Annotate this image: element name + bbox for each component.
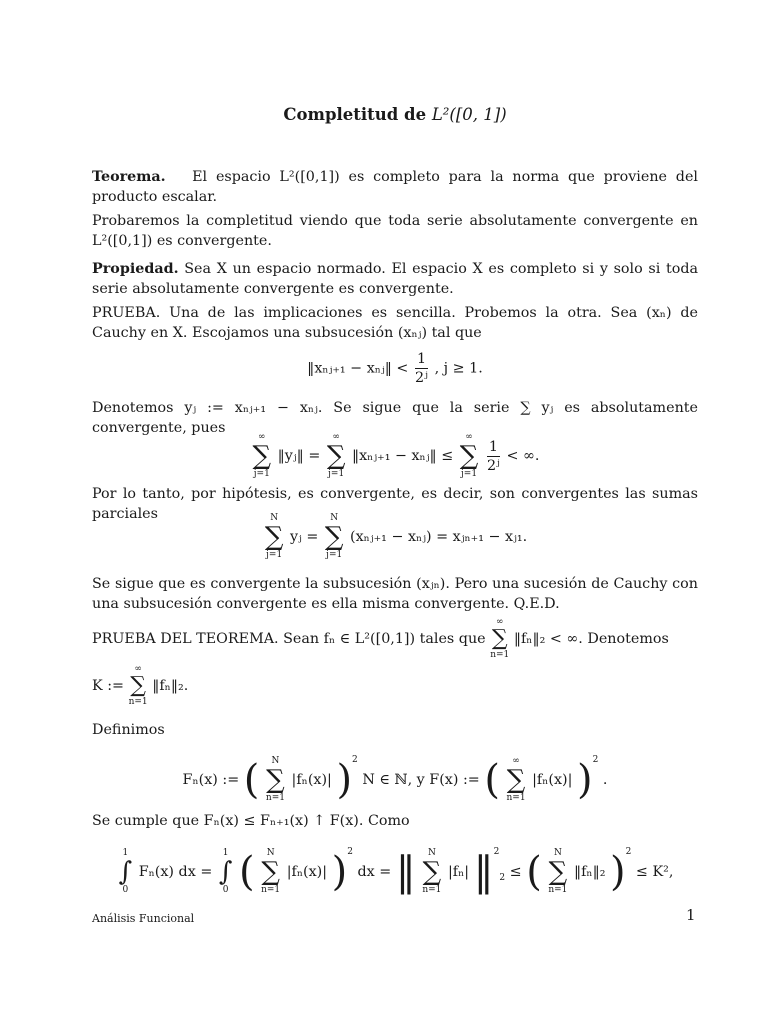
theorem-text: El espacio L²([0,1]) es completo para la norma que proviene del producto escalar.: [92, 169, 698, 205]
eq3-sum1-top: N: [270, 513, 279, 523]
eq4-sum2-top: ∞: [512, 756, 520, 766]
eq4-sum-2: ∞ ∑ n=1: [506, 756, 526, 803]
eq5-end: ≤ K²,: [635, 864, 674, 880]
eq4-mid: N ∈ ℕ, y F(x) :=: [362, 772, 480, 788]
eq5-sum2-bottom: n=1: [422, 885, 442, 895]
eq5-term4: |fₙ|: [447, 864, 470, 880]
eq5-term3: dx =: [357, 864, 392, 880]
secumple-para: [92, 811, 698, 831]
sesigue-para: [92, 574, 698, 614]
eq2-num: 1: [488, 438, 498, 455]
property: [92, 259, 698, 299]
eq2-term1: ‖yⱼ‖ =: [277, 448, 321, 464]
eq5-sub-2: 2: [499, 872, 506, 883]
eq5-int2-bottom: 0: [222, 885, 229, 895]
prueba-text: PRUEBA. Una de las implicaciones es sencilla. Probemos la otra. Sea (xₙ) de Cauchy en X. Escojamos una subsucesión (xₙⱼ) tal que: [92, 305, 698, 341]
eq4-sum-1: N ∑ n=1: [265, 756, 285, 803]
eq2-sum1-top: ∞: [258, 432, 266, 442]
eq3-sum1-bottom: j=1: [266, 550, 283, 560]
eq1-cond: , j ≥ 1.: [434, 360, 483, 377]
eq4-term: |fₙ(x)|: [291, 772, 332, 788]
eq3-sum2-top: N: [330, 513, 339, 523]
eq5-sum1-top: N: [266, 848, 275, 858]
eq4-term2: |fₙ(x)|: [532, 772, 573, 788]
eq2-sum3-top: ∞: [465, 432, 473, 442]
k-def-sum-top: ∞: [134, 664, 142, 674]
theorem: [92, 167, 698, 207]
equation-4: Fₙ(x) := ( N ∑ n=1 |fₙ(x)| )$^2$ N ∈ ℕ, y F(x) := ( ∞ ∑ n=1 |fₙ(x)| )$^2$ .: [182, 755, 608, 803]
eq2-sum-2: ∞ ∑ j=1: [326, 432, 346, 479]
eq5-exp-2: 2: [493, 847, 500, 857]
eq5-exp-1: 2: [347, 847, 353, 857]
eq5-sum3-top: N: [553, 848, 562, 858]
pt-sum-top: ∞: [495, 617, 504, 627]
eq4-exp-2: 2: [592, 755, 599, 765]
eq5-int1-top: 1: [122, 848, 129, 858]
eq3-term1: yⱼ =: [289, 529, 319, 545]
footer-course-name: Análisis Funcional: [92, 912, 195, 925]
eq1-num: 1: [416, 351, 427, 367]
sesigue-text: Se sigue que es convergente la subsucesión (xⱼₙ). Pero una sucesión de Cauchy con una subsucesión convergente es ella misma convergente. Q.E.D.: [92, 576, 698, 612]
eq1-den: 2ʲ: [415, 370, 428, 386]
title-text: Completitud de: [283, 105, 427, 124]
title-math: L²([0, 1]): [431, 105, 507, 124]
eq2-sum3-bottom: j=1: [460, 469, 478, 479]
eq5-sum-3: N ∑ n=1: [548, 848, 568, 895]
eq3-sum-2: N ∑ j=1: [324, 513, 344, 560]
eq5-integral-2: 1 ∫ 0: [218, 848, 233, 895]
porlotanto-text: Por lo tanto, por hipótesis, es convergente, es decir, son convergentes las sumas parciales: [92, 486, 698, 522]
eq5-sum2-top: N: [427, 848, 436, 858]
eq5-term5: ‖fₙ‖₂: [573, 864, 606, 880]
prueba-teorema-para: [92, 617, 698, 661]
eq5-sum-2: N ∑ n=1: [422, 848, 442, 895]
eq5-sum-1: N ∑ n=1: [261, 848, 281, 895]
k-def-term: ‖fₙ‖₂.: [152, 678, 189, 694]
eq2-sum2-bottom: j=1: [328, 469, 345, 479]
k-def-sum: ∞ ∑ n=1: [128, 664, 148, 707]
equation-1: [92, 350, 698, 387]
eq4-exp-1: 2: [352, 755, 358, 765]
pt-sum-bottom: n=1: [490, 650, 510, 660]
eq5-term2: |fₙ(x)|: [286, 864, 328, 880]
prueba-teorema-text: PRUEBA DEL TEOREMA. Sean fₙ ∈ L²([0,1]) tales que: [92, 631, 486, 647]
eq1-lhs: ‖xₙⱼ₊₁ − xₙⱼ‖ <: [307, 360, 409, 377]
eq3-sum2-bottom: j=1: [326, 550, 343, 560]
prueba-teorema-sum: ∞ ∑ n=1: [490, 617, 510, 660]
footer-page-number: 1: [686, 906, 696, 924]
property-text: Sea X un espacio normado. El espacio X es completo si y solo si toda serie absolutamente convergente es convergente.: [92, 261, 699, 297]
equation-2: [92, 432, 698, 480]
eq2-fraction: [487, 438, 500, 475]
k-def-sum-bottom: n=1: [128, 697, 148, 707]
property-label: Propiedad.: [92, 261, 179, 277]
page-title: [92, 105, 698, 125]
para-probaremos-text: Probaremos la completitud viendo que toda serie absolutamente convergente en L²([0,1]) es convergente.: [92, 213, 698, 249]
prueba-para: [92, 303, 698, 343]
eq1-fraction: [415, 350, 428, 387]
definimos-text: Definimos: [92, 722, 165, 738]
para-probaremos: [92, 211, 698, 251]
eq2-sum-3: ∞ ∑ j=1: [459, 432, 479, 479]
eq2-term2: ‖xₙⱼ₊₁ − xₙⱼ‖ ≤: [351, 448, 454, 464]
eq5-integral-1: 1 ∫ 0: [118, 848, 133, 895]
eq2-sum-1: ∞ ∑ j=1: [252, 432, 272, 479]
eq4-sum1-top: N: [271, 756, 280, 766]
eq4-sum1-bottom: n=1: [265, 793, 285, 803]
eq5-sum1-bottom: n=1: [261, 885, 281, 895]
eq4-lhs: Fₙ(x) :=: [182, 772, 240, 788]
k-definition: [92, 664, 698, 708]
eq3-term2: (xₙⱼ₊₁ − xₙⱼ) = xⱼₙ₊₁ − xⱼ₁.: [350, 529, 528, 545]
denotemos-text: Denotemos yⱼ := xₙⱼ₊₁ − xₙⱼ. Se sigue que la serie ∑ yⱼ es absolutamente convergente, pues: [92, 400, 698, 436]
theorem-label: Teorema.: [92, 169, 166, 185]
eq5-term1: Fₙ(x) dx =: [138, 864, 213, 880]
secumple-text: Se cumple que Fₙ(x) ≤ Fₙ₊₁(x) ↑ F(x). Como: [92, 813, 410, 829]
eq5-exp-3: 2: [625, 847, 632, 857]
eq5-sum3-bottom: n=1: [548, 885, 568, 895]
eq5-int1-bottom: 0: [122, 885, 129, 895]
eq4-end: .: [602, 772, 608, 788]
equation-5: 1 ∫ 0 Fₙ(x) dx = 1 ∫ 0 ( N ∑ n=1 |fₙ(x)| )$^2$ dx = ‖ N ∑ n=1 |fₙ| ‖$^2_2$ ≤ ( N ∑ n=1 ‖fₙ‖₂ )$^2$ ≤ K²,: [118, 847, 674, 895]
pt-sum-term: ‖fₙ‖₂ < ∞. Denotemos: [513, 631, 669, 647]
eq3-sum-1: N ∑ j=1: [264, 513, 284, 560]
equation-3: [92, 513, 698, 561]
eq2-den: 2ʲ: [486, 457, 500, 474]
eq2-sum2-top: ∞: [332, 432, 340, 442]
eq5-int2-top: 1: [222, 848, 229, 858]
eq2-term3: < ∞.: [506, 448, 540, 464]
eq4-sum2-bottom: n=1: [506, 793, 526, 803]
definimos-para: [92, 720, 698, 740]
k-def-lhs: K :=: [92, 678, 125, 694]
eq2-sum1-bottom: j=1: [253, 469, 270, 479]
